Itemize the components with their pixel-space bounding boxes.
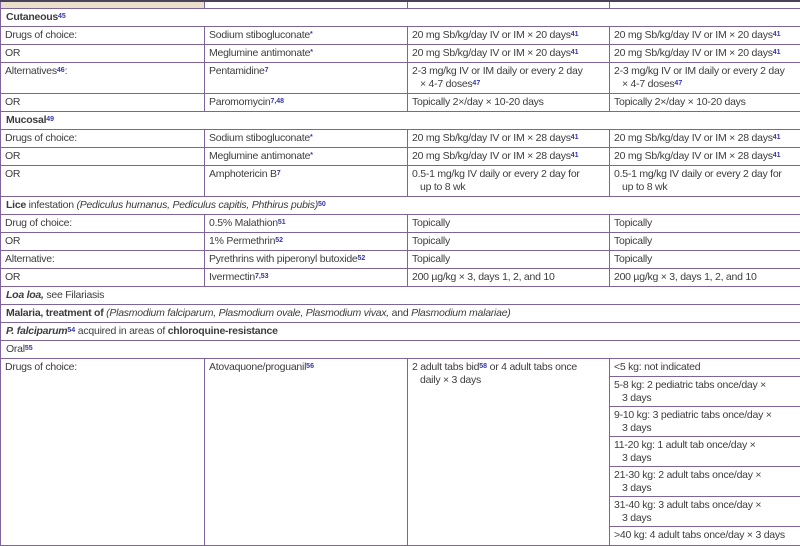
table-cell: Topically [610,232,800,250]
table-cell: 20 mg Sb/kg/day IV or IM × 28 days$^{41}$ [408,147,610,165]
weight-dose-row: 11-20 kg: 1 adult tab once/day × 3 days [610,437,800,467]
footnote-superscript: 51 [278,219,286,226]
table-cell: 20 mg Sb/kg/day IV or IM × 20 days$^{41}$ [408,44,610,62]
row-cutaneous-alt1 [1,62,800,93]
section-malaria-label: Malaria, treatment of (Plasmodium falciparum, Plasmodium ovale, Plasmodium vivax, and Plasmodium malariae) [1,304,800,322]
row-cutaneous-alt2 [1,93,800,111]
weight-dose-subtable [610,358,800,545]
partial-row-cell [205,1,408,8]
table-cell: 0.5% Malathion$^{51}$ [205,214,408,232]
table-cell: Atovaquone/proguanil$^{56}$ [205,358,408,545]
table-cell: 20 mg Sb/kg/day IV or IM × 20 days$^{41}$ [610,26,800,44]
table-cell: Meglumine antimonate* [205,44,408,62]
row-lice-drug2 [1,232,800,250]
table-cell: Topically [408,214,610,232]
table-cell: Topically [408,232,610,250]
row-mucosal-drug3 [1,165,800,196]
row-lice-alt1 [1,250,800,268]
table-cell: 200 µg/kg × 3, days 1, 2, and 10 [408,268,610,286]
footnote-superscript: 41 [773,31,781,38]
weight-dose-row: 9-10 kg: 3 pediatric tabs once/day × 3 days [610,407,800,437]
table-cell: Topically [408,250,610,268]
table-cell: Drugs of choice: [1,129,205,147]
table-cell: 20 mg Sb/kg/day IV or IM × 28 days$^{41}$ [610,129,800,147]
table-cell: Topically [610,250,800,268]
table-cell: Topically 2×/day × 10-20 days [610,93,800,111]
footnote-superscript: 47 [472,80,480,87]
table-cell: Ivermectin$^{7,53}$ [205,268,408,286]
footnote-superscript: 7,48 [270,98,284,105]
footnote-superscript: * [310,31,313,38]
table-cell: 20 mg Sb/kg/day IV or IM × 20 days$^{41}$ [408,26,610,44]
weight-dose-row: 21-30 kg: 2 adult tabs once/day × 3 days [610,467,800,497]
footnote-superscript: 41 [571,134,579,141]
table-cell: Sodium stibogluconate* [205,26,408,44]
table-cell: 0.5-1 mg/kg IV daily or every 2 day for up to 8 wk [408,165,610,196]
table-cell: Drug of choice: [1,214,205,232]
section-loa-loa [1,286,800,304]
table-cell: 0.5-1 mg/kg IV daily or every 2 day for up to 8 wk [610,165,800,196]
partial-row-cell [1,1,205,8]
section-loa-loa-label: Loa loa, see Filariasis [1,286,800,304]
table-cell: OR [1,232,205,250]
table-cell: Paromomycin$^{7,48}$ [205,93,408,111]
section-oral [1,340,800,358]
table-cell: 2 adult tabs bid$^{58}$ or 4 adult tabs once daily × 3 days [408,358,610,545]
table-cell: 2-3 mg/kg IV or IM daily or every 2 day × 4-7 doses$^{47}$ [610,62,800,93]
partial-row-cell [408,1,610,8]
table-cell: Amphotericin $B^7$ [205,165,408,196]
table-cell: OR [1,147,205,165]
weight-dose-row: >40 kg: 4 adult tabs once/day × 3 days [610,527,800,545]
weight-dose-row: <5 kg: not indicated [610,359,800,377]
table-cell: Topically 2×/day × 10-20 days [408,93,610,111]
table-cell: Meglumine antimonate* [205,147,408,165]
table-cell: 20 mg Sb/kg/day IV or IM × 28 days$^{41}$ [610,147,800,165]
footnote-superscript: 7,53 [255,273,269,280]
table-cell: Sodium stibogluconate* [205,129,408,147]
table-cell: Alternatives$^{46}$: [1,62,205,93]
section-cutaneous-label: Cutaneous$^{45}$ [1,8,800,26]
section-malaria [1,304,800,322]
partial-row-cell [610,1,800,8]
row-cutaneous-drug1 [1,26,800,44]
weight-dose-row: 31-40 kg: 3 adult tabs once/day × 3 days [610,497,800,527]
footnote-superscript: 52 [275,237,283,244]
row-malaria-oral-drug1 [1,358,800,545]
table-cell: 20 mg Sb/kg/day IV or IM × 28 days$^{41}$ [408,129,610,147]
table-cell: OR [1,44,205,62]
footnote-superscript: 41 [571,152,579,159]
footnote-superscript: 41 [571,31,579,38]
footnote-superscript: 45 [58,13,66,20]
section-lice [1,196,800,214]
table-cell: Drugs of choice: [1,26,205,44]
table-cell: 200 µg/kg × 3, days 1, 2, and 10 [610,268,800,286]
section-cutaneous [1,8,800,26]
row-lice-alt2 [1,268,800,286]
section-oral-label: Oral$^{55}$ [1,340,800,358]
footnote-superscript: 52 [358,255,366,262]
weight-dose-row: 5-8 kg: 2 pediatric tabs once/day × 3 days [610,377,800,407]
section-p-falciparum-label: P. falciparum$^{54}$ acquired in areas of chloroquine-resistance [1,322,800,340]
footnote-superscript: 7 [277,170,281,177]
footnote-superscript: * [310,152,313,159]
table-cell: OR [1,165,205,196]
table-cell: OR [1,93,205,111]
footnote-superscript: 58 [479,363,487,370]
footnote-superscript: * [310,49,313,56]
table-cell: Pyrethrins with piperonyl butoxide$^{52}$ [205,250,408,268]
section-mucosal-label: Mucosal$^{49}$ [1,111,800,129]
footnote-superscript: 56 [306,363,314,370]
footnote-superscript: 41 [773,49,781,56]
footnote-superscript: 46 [57,67,65,74]
footnote-superscript: 47 [674,80,682,87]
footnote-superscript: 49 [46,116,54,123]
row-mucosal-drug2 [1,147,800,165]
row-mucosal-drug1 [1,129,800,147]
table-cell: Drugs of choice: [1,358,205,545]
footnote-superscript: 41 [773,134,781,141]
row-lice-drug1 [1,214,800,232]
footnote-superscript: 41 [571,49,579,56]
footnote-superscript: 41 [773,152,781,159]
table-cell: Topically [610,214,800,232]
section-mucosal [1,111,800,129]
table-cell: OR [1,268,205,286]
row-cutaneous-drug2 [1,44,800,62]
footnote-superscript: * [310,134,313,141]
table-cell: Pentamidine$^7$ [205,62,408,93]
footnote-superscript: 7 [265,67,269,74]
table-cell: 20 mg Sb/kg/day IV or IM × 20 days$^{41}$ [610,44,800,62]
section-lice-label: Lice infestation (Pediculus humanus, Pediculus capitis, Phthirus pubis)$^{50}$ [1,196,800,214]
table-cell: 1% Permethrin$^{52}$ [205,232,408,250]
top-partial-row [1,1,800,8]
footnote-superscript: 55 [25,345,33,352]
table-cell: 2-3 mg/kg IV or IM daily or every 2 day × 4-7 doses$^{47}$ [408,62,610,93]
section-p-falciparum [1,322,800,340]
footnote-superscript: 54 [67,327,75,334]
footnote-superscript: 50 [318,201,326,208]
table-cell: Alternative: [1,250,205,268]
